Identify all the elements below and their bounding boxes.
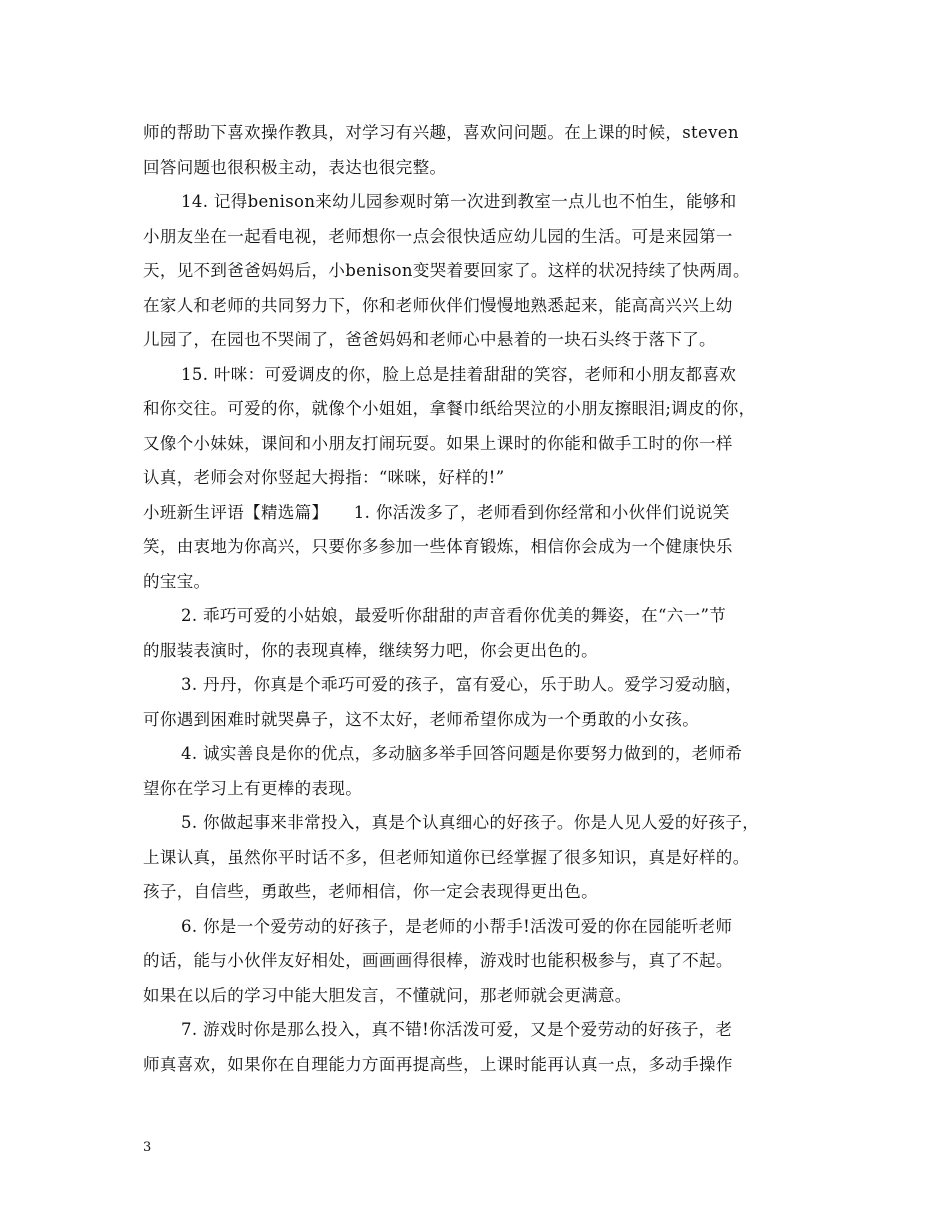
section-heading-line: 小班新生评语【精选篇】 1. 你活泼多了，老师看到你经常和小伙伴们说说笑 xyxy=(143,502,730,522)
text-line: 小朋友坐在一起看电视，老师想你一点会很快适应幼儿园的生活。可是来园第一 xyxy=(143,226,733,246)
text-line: 师的帮助下喜欢操作教具，对学习有兴趣，喜欢问问题。在上课的时候，steven xyxy=(143,123,739,142)
text-line: 4. 诚实善良是你的优点，多动脑多举手回答问题是你要努力做到的，老师希 xyxy=(181,744,743,763)
text-line: 上课认真，虽然你平时话不多，但老师知道你已经掌握了很多知识，真是好样的。 xyxy=(143,847,750,867)
text-line: 2. 乖巧可爱的小姑娘，最爱听你甜甜的声音看你优美的舞姿，在“六一”节 xyxy=(181,606,727,625)
text-line: 儿园了，在园也不哭闹了，爸爸妈妈和老师心中悬着的一块石头终于落下了。 xyxy=(143,330,716,349)
text-line: 的话，能与小伙伴友好相处，画画画得很棒，游戏时也能积极参与，真了不起。 xyxy=(143,951,733,970)
text-line: 认真，老师会对你竖起大拇指：“咪咪，好样的!” xyxy=(143,468,505,487)
text-line: 如果在以后的学习中能大胆发言，不懂就问，那老师就会更满意。 xyxy=(143,985,632,1005)
text-line: 师真喜欢，如果你在自理能力方面再提高些，上课时能再认真一点，多动手操作 xyxy=(143,1054,733,1074)
text-line: 可你遇到困难时就哭鼻子，这不太好，老师希望你成为一个勇敢的小女孩。 xyxy=(143,709,700,729)
text-line: 和你交往。可爱的你，就像个小姐姐，拿餐巾纸给哭泣的小朋友擦眼泪;调皮的你， xyxy=(143,399,756,418)
text-line: 的服装表演时，你的表现真棒，继续努力吧，你会更出色的。 xyxy=(143,640,598,660)
text-line: 在家人和老师的共同努力下，你和老师伙伴们慢慢地熟悉起来，能高高兴兴上幼 xyxy=(143,295,733,315)
text-line: 7. 游戏时你是那么投入，真不错!你活泼可爱，又是个爱劳动的好孩子，老 xyxy=(181,1020,733,1039)
document-body xyxy=(143,116,823,1082)
text-line: 笑，由衷地为你高兴，只要你多参加一些体育锻炼，相信你会成为一个健康快乐 xyxy=(143,537,733,556)
text-line: 天，见不到爸爸妈妈后，小benison变哭着要回家了。这样的状况持续了快两周。 xyxy=(143,261,750,280)
text-line: 5. 你做起事来非常投入，真是个认真细心的好孩子。你是人见人爱的好孩子， xyxy=(181,813,760,832)
text-line: 回答问题也很积极主动，表达也很完整。 xyxy=(143,157,447,177)
text-line: 6. 你是一个爱劳动的好孩子，是老师的小帮手!活泼可爱的你在园能听老师 xyxy=(181,916,733,936)
text-line: 14. 记得benison来幼儿园参观时第一次进到教室一点儿也不怕生，能够和 xyxy=(181,192,737,211)
page-number: 3 xyxy=(143,1140,152,1155)
text-line: 孩子，自信些，勇敢些，老师相信，你一定会表现得更出色。 xyxy=(143,882,598,901)
text-line: 3. 丹丹，你真是个乖巧可爱的孩子，富有爱心，乐于助人。爱学习爱动脑， xyxy=(181,675,743,694)
text-line: 的宝宝。 xyxy=(143,571,211,591)
text-line: 15. 叶咪：可爱调皮的你，脸上总是挂着甜甜的笑容，老师和小朋友都喜欢 xyxy=(181,364,737,384)
text-line: 又像个小妹妹，课间和小朋友打闹玩耍。如果上课时的你能和做手工时的你一样 xyxy=(143,433,733,453)
text-line: 望你在学习上有更棒的表现。 xyxy=(143,778,363,798)
